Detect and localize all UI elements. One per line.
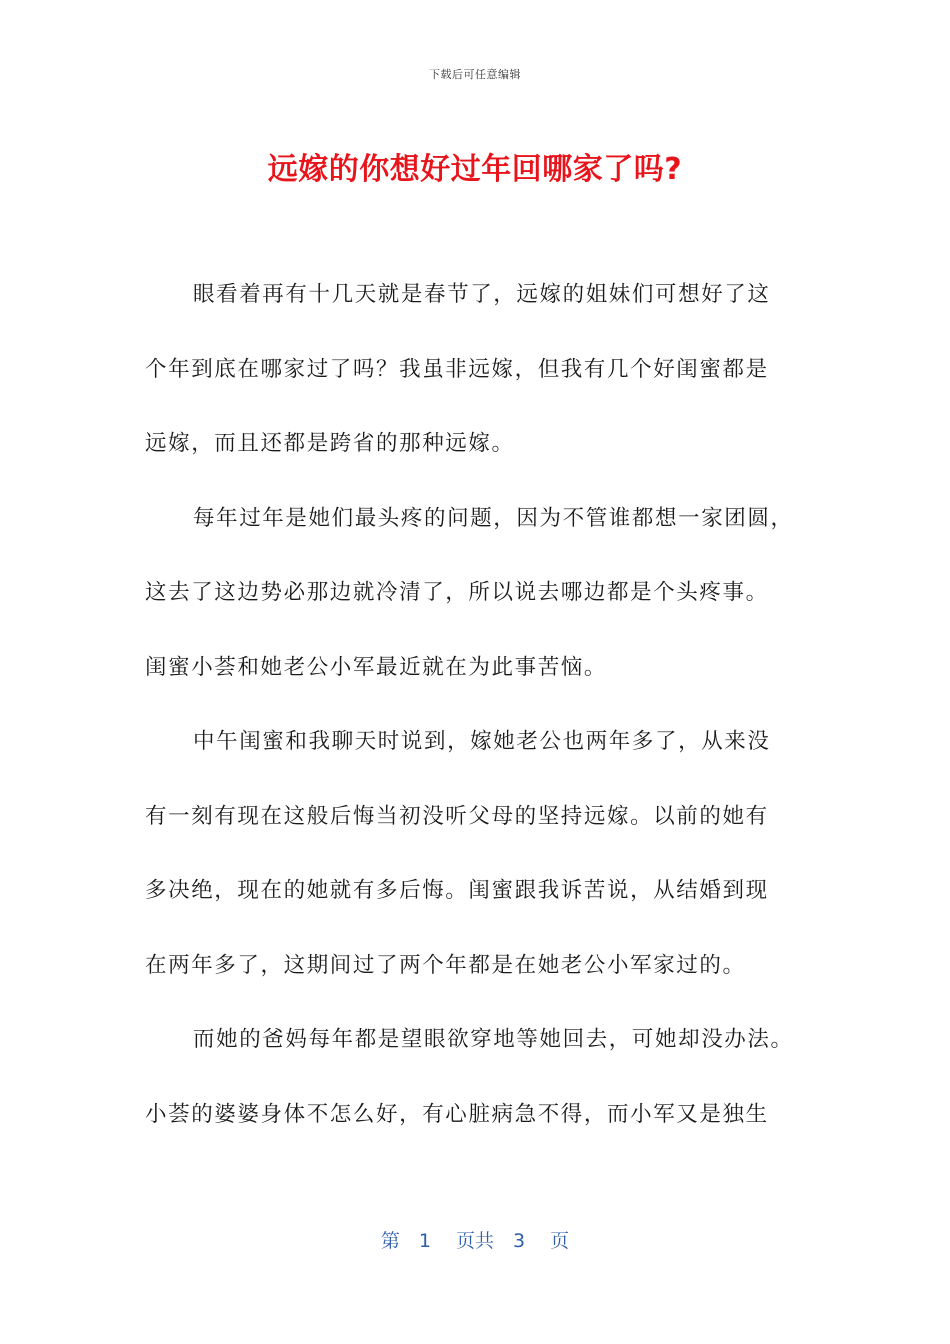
paragraph-line: 有一刻有现在这般后悔当初没听父母的坚持远嫁。以前的她有 [145, 803, 769, 829]
paragraph-line: 个年到底在哪家过了吗？我虽非远嫁，但我有几个好闺蜜都是 [145, 356, 769, 382]
document-body [145, 272, 810, 1166]
paragraph-line: 小荟的婆婆身体不怎么好，有心脏病急不得，而小军又是独生 [145, 1101, 769, 1127]
paragraph-line: 多决绝，现在的她就有多后悔。闺蜜跟我诉苦说，从结婚到现 [145, 878, 769, 903]
page-number-footer: 第 1 页共 3 页 [380, 1230, 570, 1252]
paragraph-line: 远嫁，而且还都是跨省的那种远嫁。 [145, 431, 515, 456]
paragraph-line: 闺蜜小荟和她老公小军最近就在为此事苦恼。 [145, 654, 608, 680]
paragraph-line: 每年过年是她们最头疼的问题，因为不管谁都想一家团圆， [193, 505, 794, 531]
paragraph-line: 中午闺蜜和我聊天时说到，嫁她老公也两年多了，从来没 [193, 729, 771, 754]
paragraph-line: 这去了这边势必那边就冷清了，所以说去哪边都是个头疼事。 [145, 580, 769, 605]
document-title: 远嫁的你想好过年回哪家了吗? [267, 152, 683, 187]
paragraph-line: 眼看着再有十几天就是春节了，远嫁的姐妹们可想好了这 [193, 282, 771, 307]
paragraph-line: 而她的爸妈每年都是望眼欲穿地等她回去，可她却没办法。 [193, 1027, 794, 1052]
header-note: 下载后可任意编辑 [429, 68, 521, 81]
paragraph-line: 在两年多了，这期间过了两个年都是在她老公小军家过的。 [145, 952, 746, 978]
